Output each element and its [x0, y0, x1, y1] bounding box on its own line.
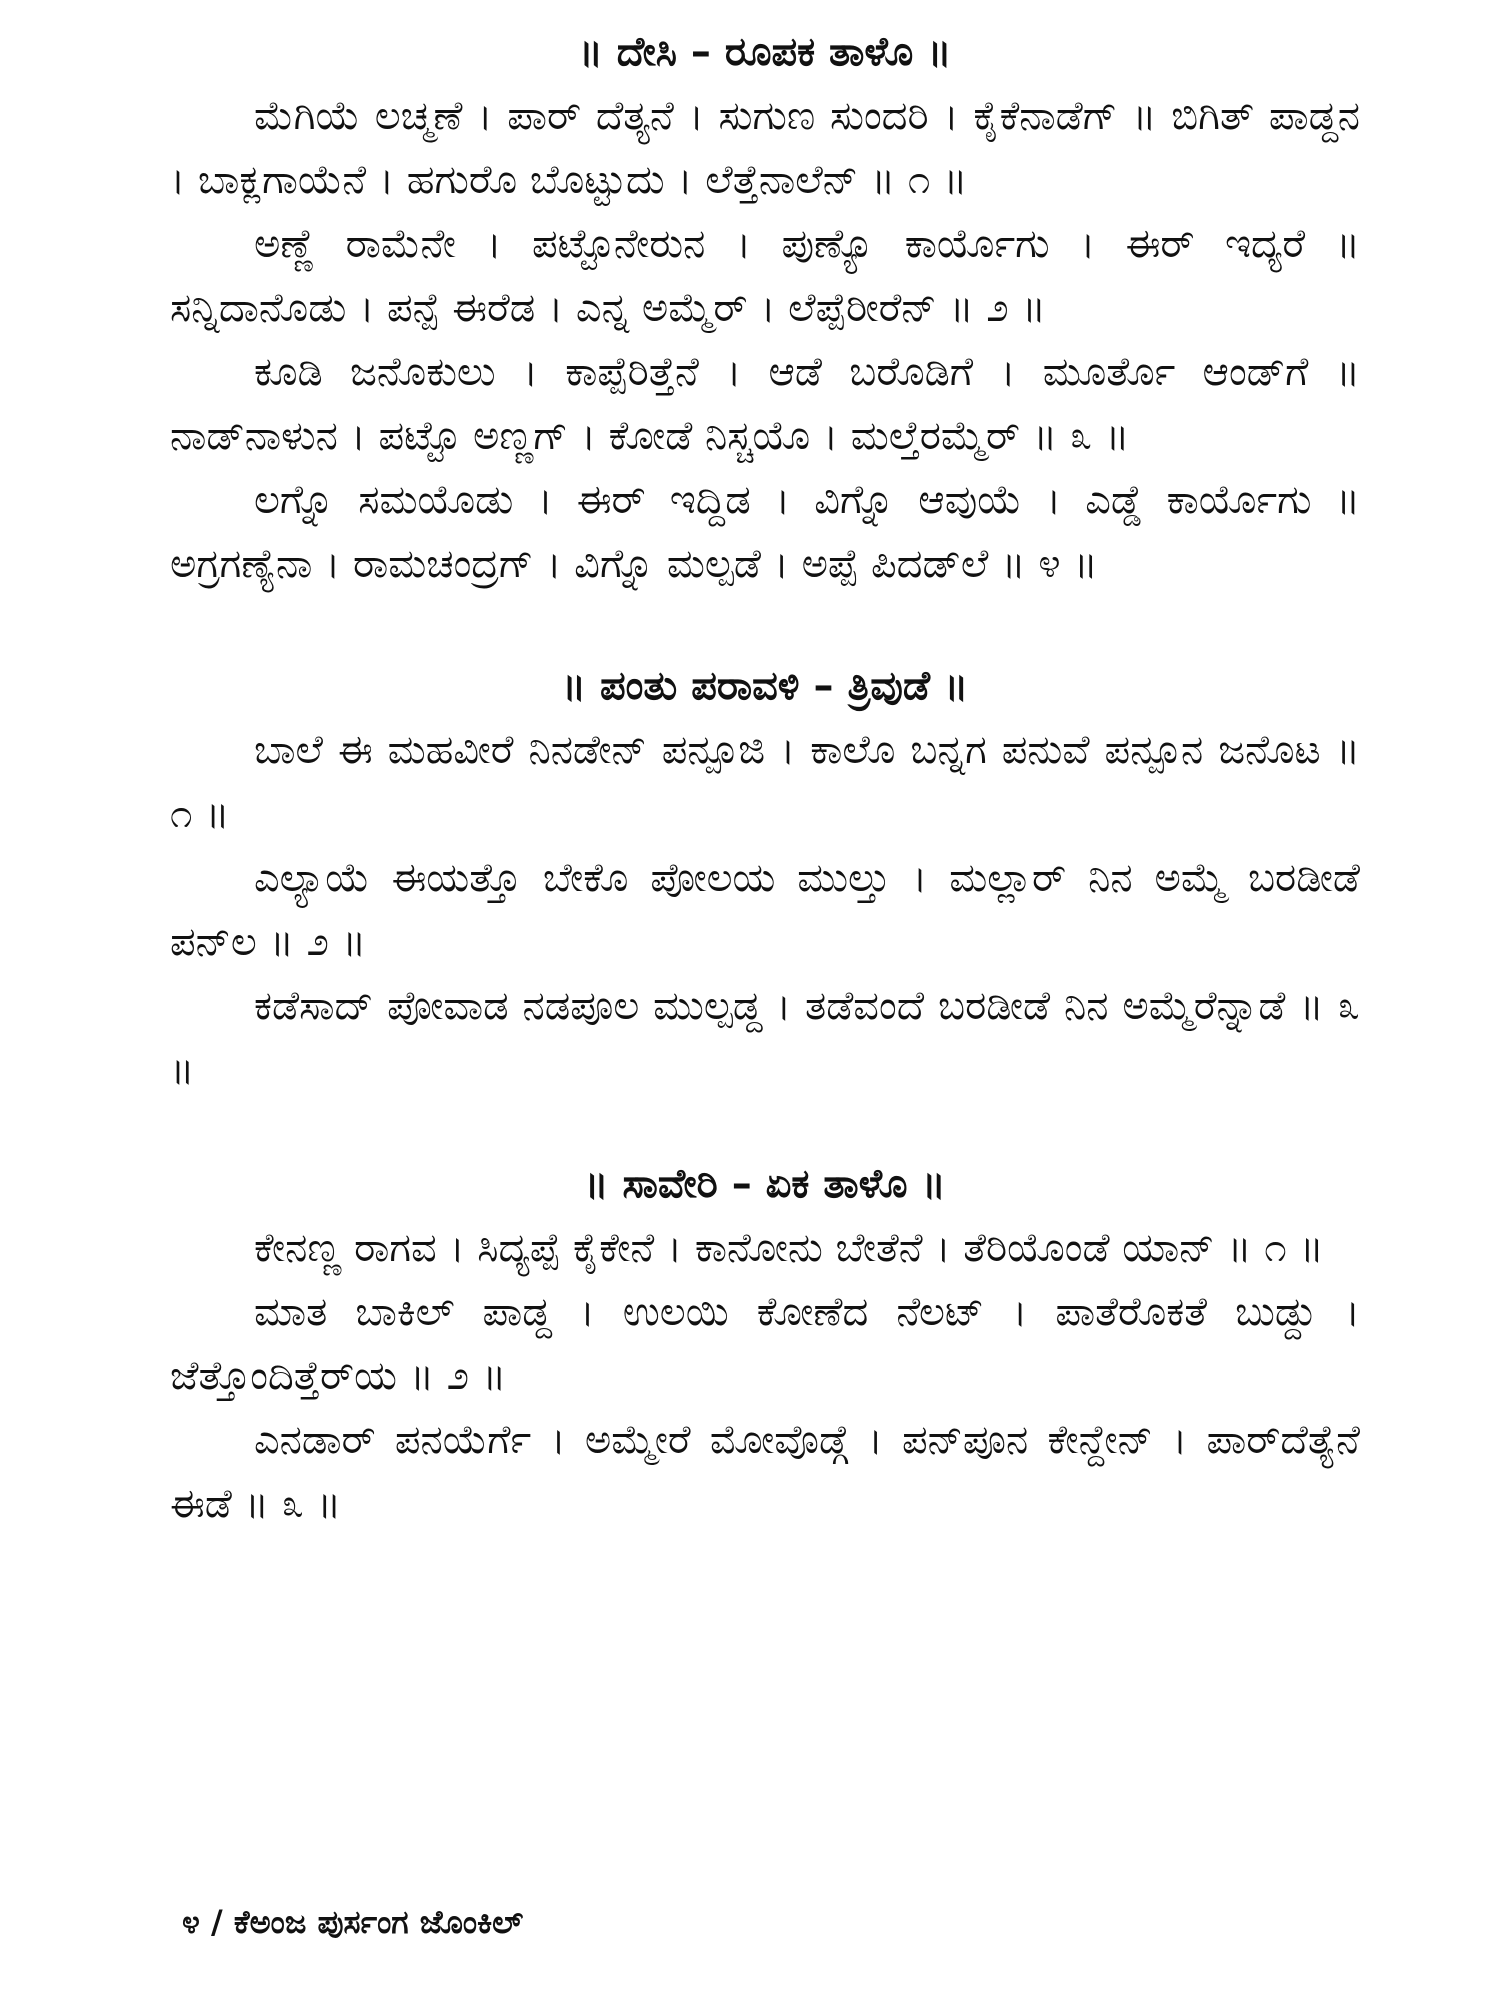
section-heading: ॥ ಸಾವೇರಿ – ಏಕ ತಾಳೊ ॥ — [584, 1161, 946, 1207]
stanza: ಕೇನಣ್ಣ ರಾಗವ । ಸಿದ್ಯಪ್ಪೆ ಕೈಕೇನೆ । ಕಾನೋನು ಬೇತೆನೆ । ತೆರಿಯೊಂಡೆ ಯಾನ್ ॥ ೧ ॥ — [254, 1225, 1324, 1271]
stanza: ಮಾತ ಬಾಕಿಲ್ ಪಾಡ್ದ । ಉಲಯಿ ಕೋಣೆದ ನೆಲಟ್ । ಪಾತೆರೊಕತೆ ಬುಡ್ದು । ಜೆತ್ತೊಂದಿತ್ತೆರ್‌ಯ ॥ ೨ ॥ — [170, 1289, 1360, 1399]
section-heading: ॥ ಪಂತು ಪರಾವಳಿ – ತ್ರಿವುಡೆ ॥ — [561, 663, 969, 709]
stanza: ಎಲ್ಯಾಯೆ ಈಯತ್ತೊ ಬೇಕೊ ಪೋಲಯ ಮುಲ್ತು । ಮಲ್ಲಾರ್ ನಿನ ಅಮ್ಮೆ ಬರಡೀಡೆ ಪನ್‌ಲ ॥ ೨ ॥ — [170, 855, 1360, 965]
stanza: ಕಡೆಸಾದ್ ಪೋವಾಡ ನಡಪೂಲ ಮುಲ್ಪಡ್ದ । ತಡೆವಂದೆ ಬರಡೀಡೆ ನಿನ ಅಮ್ಮೆರೆನ್ನಾಡೆ ॥ ೩ ॥ — [170, 983, 1360, 1093]
stanza: ಎನಡಾರ್ ಪನಯೆರ್ಗೆ । ಅಮ್ಮೇರೆ ಮೋವೊಡ್ಗೆ । ಪನ್‌ಪೂನ ಕೇನ್ದೇನ್ । ಪಾರ್‌ದೆತ್ಯೆನೆ ಈಡೆ ॥ ೩ ॥ — [170, 1417, 1360, 1527]
stanza: ಲಗ್ನೊ ಸಮಯೊಡು । ಈರ್ ಇದ್ದಿಡ । ವಿಗ್ನೊ ಆವುಯೆ । ಎಡ್ಡೆ ಕಾರ್ಯೊಗು ॥ ಅಗ್ರಗಣ್ಯೆನಾ । ರಾಮಚಂದ್ರಗ್ । ವಿಗ್ನೊ ಮಲ್ಪಡೆ । ಅಪ್ಪೆ ಪಿದಡ್‌ಲೆ ॥ ೪ ॥ — [170, 477, 1360, 587]
stanza: ಮೆಗಿಯೆ ಲಚ್ಮಣೆ । ಪಾರ್ ದೆತ್ಯನೆ । ಸುಗುಣ ಸುಂದರಿ । ಕೈಕೆನಾಡೆಗ್ ॥ ಬಿಗಿತ್ ಪಾಡ್ದನ । ಬಾಕ್ಲಗಾಯೆನೆ । ಹಗುರೊ ಬೊಟ್ಟುದು । ಲೆತ್ತೆನಾಲೆನ್ ॥ ೧ ॥ — [170, 93, 1360, 203]
section-spacer — [170, 596, 1360, 654]
song-section-saveri — [170, 1152, 1360, 1536]
stanza: ಅಣ್ಣೆ ರಾಮೆನೇ । ಪಟ್ಟೊನೇರುನ । ಪುಣ್ಯೊ ಕಾರ್ಯೊಗು । ಈರ್ ಇದ್ಯರೆ ॥ ಸನ್ನಿದಾನೊಡು । ಪನ್ಪೆ ಈರೆಡ । ಎನ್ನ ಅಮ್ಮೆರ್ । ಲೆಪ್ಪೆರೀರೆನ್ ॥ ೨ ॥ — [170, 221, 1360, 331]
document-page — [170, 20, 1360, 1980]
section-heading: ॥ ದೇಸಿ – ರೂಪಕ ತಾಳೊ ॥ — [578, 29, 952, 75]
stanza: ಬಾಲೆ ಈ ಮಹವೀರೆ ನಿನಡೇನ್ ಪನ್ಪೂಜಿ । ಕಾಲೊ ಬನ್ನಗ ಪನುವೆ ಪನ್ಪೂನ ಜನೊಟ ॥ ೧ ॥ — [170, 727, 1360, 837]
stanza: ಕೂಡಿ ಜನೊಕುಲು । ಕಾಪ್ಪೆರಿತ್ತೆನೆ । ಆಡೆ ಬರೊಡಿಗೆ । ಮೂರ್ತೊ ಆಂಡ್‌ಗೆ ॥ ನಾಡ್‌ನಾಳುನ । ಪಟ್ಟೊ ಅಣ್ಣಗ್ । ಕೋಡೆ ನಿಸ್ಚಯೊ । ಮಲ್ತೆರಮ್ಮೆರ್ ॥ ೩ ॥ — [170, 349, 1360, 459]
song-section-panthu — [170, 654, 1360, 1102]
section-spacer — [170, 1102, 1360, 1152]
page-footer: ೪ / ಕೆಅಂಜ ಪುರ್ಸಂಗ ಜೊಂಕಿಲ್ — [182, 1903, 524, 1941]
song-section-desi — [170, 20, 1360, 596]
